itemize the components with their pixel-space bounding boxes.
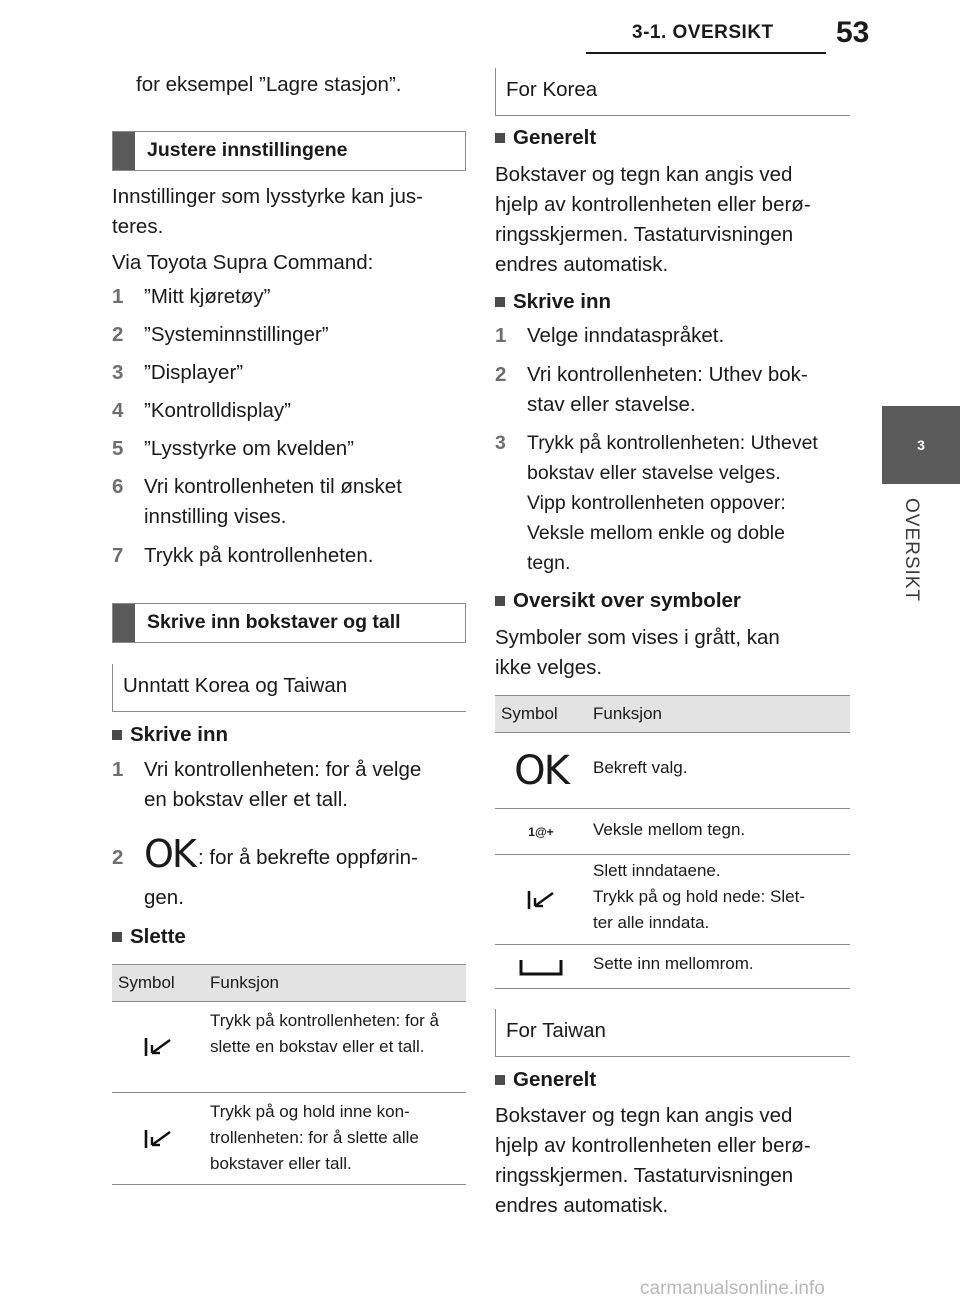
delete-arrow-icon [112,1002,204,1092]
section-heading-adjust [112,131,466,171]
chapter-label-text: OVERSIKT [901,498,922,603]
ok-icon: OK [144,832,195,876]
step-text-continued: tegn. [527,552,571,574]
table-header [495,695,850,733]
heading-text: Skrive inn bokstaver og tall [147,611,401,633]
function-text: Veksle mellom tegn. [593,820,746,839]
step-text-continued: stav eller stavelse. [527,393,696,416]
ok-icon [495,733,587,808]
step-text-continued: Veksle mellom enkle og doble [527,522,785,544]
heading-bar [113,604,135,642]
step-number: 1 [495,324,507,347]
chapter-label [882,490,960,630]
function-text: Trykk på kontrollenheten: for å slette en bokstav eller et tall. [210,1011,439,1056]
step-number: 6 [112,475,124,498]
paragraph-line: Bokstaver og tegn kan angis ved [495,1104,793,1127]
subheading-text: Generelt [513,1068,597,1091]
page-number: 53 [836,16,870,49]
subheading-text: Slette [130,925,186,948]
delete-arrow-icon [112,1093,204,1184]
paragraph-line: ringsskjermen. Tastaturvisningen [495,223,794,246]
step-text-continued: Vipp kontrollenheten oppover: [527,492,786,514]
table-header [112,964,466,1002]
step-number: 3 [112,361,124,384]
subheading-text: Skrive inn [130,723,228,746]
table-row [495,945,850,989]
paragraph-line: endres automatisk. [495,253,669,276]
step-number: 2 [112,846,124,869]
region-text: For Korea [506,78,598,101]
subheading-text: Generelt [513,126,597,149]
step-item [112,320,329,350]
step-text-continued: gen. [144,886,184,909]
step-number: 7 [112,544,124,567]
table-row [495,809,850,855]
step-item [112,434,354,464]
switch-characters-icon [495,809,587,854]
square-bullet-icon [495,297,505,307]
heading-bar [113,132,135,170]
step-text: : for å bekrefte oppførin- [198,846,418,869]
chapter-tab[interactable]: 3 [882,406,960,484]
step-item [112,396,291,426]
function-text: Sette inn mellomrom. [593,954,754,973]
paragraph: teres. [112,215,164,238]
subheading-input [112,720,228,750]
region-text: Unntatt Korea og Taiwan [123,674,348,697]
step-item [495,428,818,458]
step-number: 1 [112,758,124,781]
paragraph-line: Bokstaver og tegn kan angis ved [495,163,793,186]
delete-symbol-table [112,964,466,1186]
table-row [112,1002,466,1093]
korea-symbol-table [495,695,850,989]
square-bullet-icon [112,932,122,942]
step-text: Vri kontrollenheten til ønsket [144,475,402,498]
step-number: 5 [112,437,124,460]
header-rule [586,52,826,54]
subheading-text: Oversikt over symboler [513,589,741,612]
subheading-symbols [495,586,741,616]
step-item [112,541,373,571]
column-header-function: Funksjon [593,704,662,723]
space-icon [495,945,587,988]
heading-text: Justere innstillingene [147,139,348,161]
step-text: ”Lysstyrke om kvelden” [144,437,354,460]
function-text: Trykk på og hold inne kon-trollenheten: for å slette alle bokstaver eller tall. [210,1102,419,1173]
step-text: ”Displayer” [144,361,244,384]
paragraph-line: ikke velges. [495,656,603,679]
step-item [112,358,243,388]
column-header-symbol: Symbol [118,973,175,992]
step-text-continued: innstilling vises. [144,505,287,528]
square-bullet-icon [495,596,505,606]
paragraph-line: hjelp av kontrollenheten eller berø- [495,1134,811,1157]
square-bullet-icon [495,133,505,143]
subheading-text: Skrive inn [513,290,611,313]
step-text: ”Mitt kjøretøy” [144,285,271,308]
paragraph-line: Symboler som vises i grått, kan [495,626,780,649]
step-text: ”Systeminnstillinger” [144,323,329,346]
step-text: ”Kontrolldisplay” [144,399,291,422]
step-item [112,282,270,312]
square-bullet-icon [112,730,122,740]
step-text: Vri kontrollenheten: Uthev bok- [527,363,808,386]
step-text: Vri kontrollenheten: for å velge [144,758,422,781]
column-header-symbol: Symbol [501,704,558,723]
step-item [495,360,808,390]
subheading-delete [112,922,186,952]
step-number: 2 [495,363,507,386]
step-text: Trykk på kontrollenheten: Uthevet [527,432,818,454]
table-row [112,1093,466,1185]
subheading-general [495,123,596,153]
ok-symbol: OK [514,747,568,794]
step-item [495,321,724,351]
function-line: Slett inndataene. [593,861,721,880]
function-line: ter alle inndata. [593,913,710,932]
function-text: Bekreft valg. [593,758,688,777]
subheading-general [495,1065,596,1095]
step-number: 4 [112,399,124,422]
intro-line: for eksempel ”Lagre stasjon”. [136,73,402,96]
table-row [495,733,850,809]
function-text [593,858,846,936]
paragraph: Via Toyota Supra Command: [112,251,374,274]
column-header-function: Funksjon [210,973,279,992]
delete-arrow-icon [495,855,587,944]
step-text: Velge inndataspråket. [527,324,725,347]
section-heading-letters [112,603,466,643]
step-item-ok [112,843,144,873]
step-number: 3 [495,432,506,454]
region-text: For Taiwan [506,1019,606,1042]
step-text-continued: en bokstav eller et tall. [144,788,348,811]
step-number: 1 [112,285,124,308]
step-text-continued: bokstav eller stavelse velges. [527,462,781,484]
paragraph: Innstillinger som lysstyrke kan jus- [112,185,424,208]
step-item [112,472,402,502]
subheading-input [495,287,611,317]
switch-characters-symbol: 1@+ [528,824,554,839]
step-number: 2 [112,323,124,346]
region-label-except-korea-taiwan [112,664,466,712]
paragraph-line: endres automatisk. [495,1194,669,1217]
section-title: 3-1. OVERSIKT [632,22,774,43]
paragraph-line: ringsskjermen. Tastaturvisningen [495,1164,794,1187]
step-item [112,755,421,785]
table-row [495,855,850,945]
region-label-korea [495,68,850,116]
square-bullet-icon [495,1075,505,1085]
watermark[interactable]: carmanualsonline.info [640,1278,825,1299]
region-label-taiwan [495,1009,850,1057]
paragraph-line: hjelp av kontrollenheten eller berø- [495,193,811,216]
function-line: Trykk på og hold nede: Slet- [593,887,805,906]
step-text: Trykk på kontrollenheten. [144,544,374,567]
